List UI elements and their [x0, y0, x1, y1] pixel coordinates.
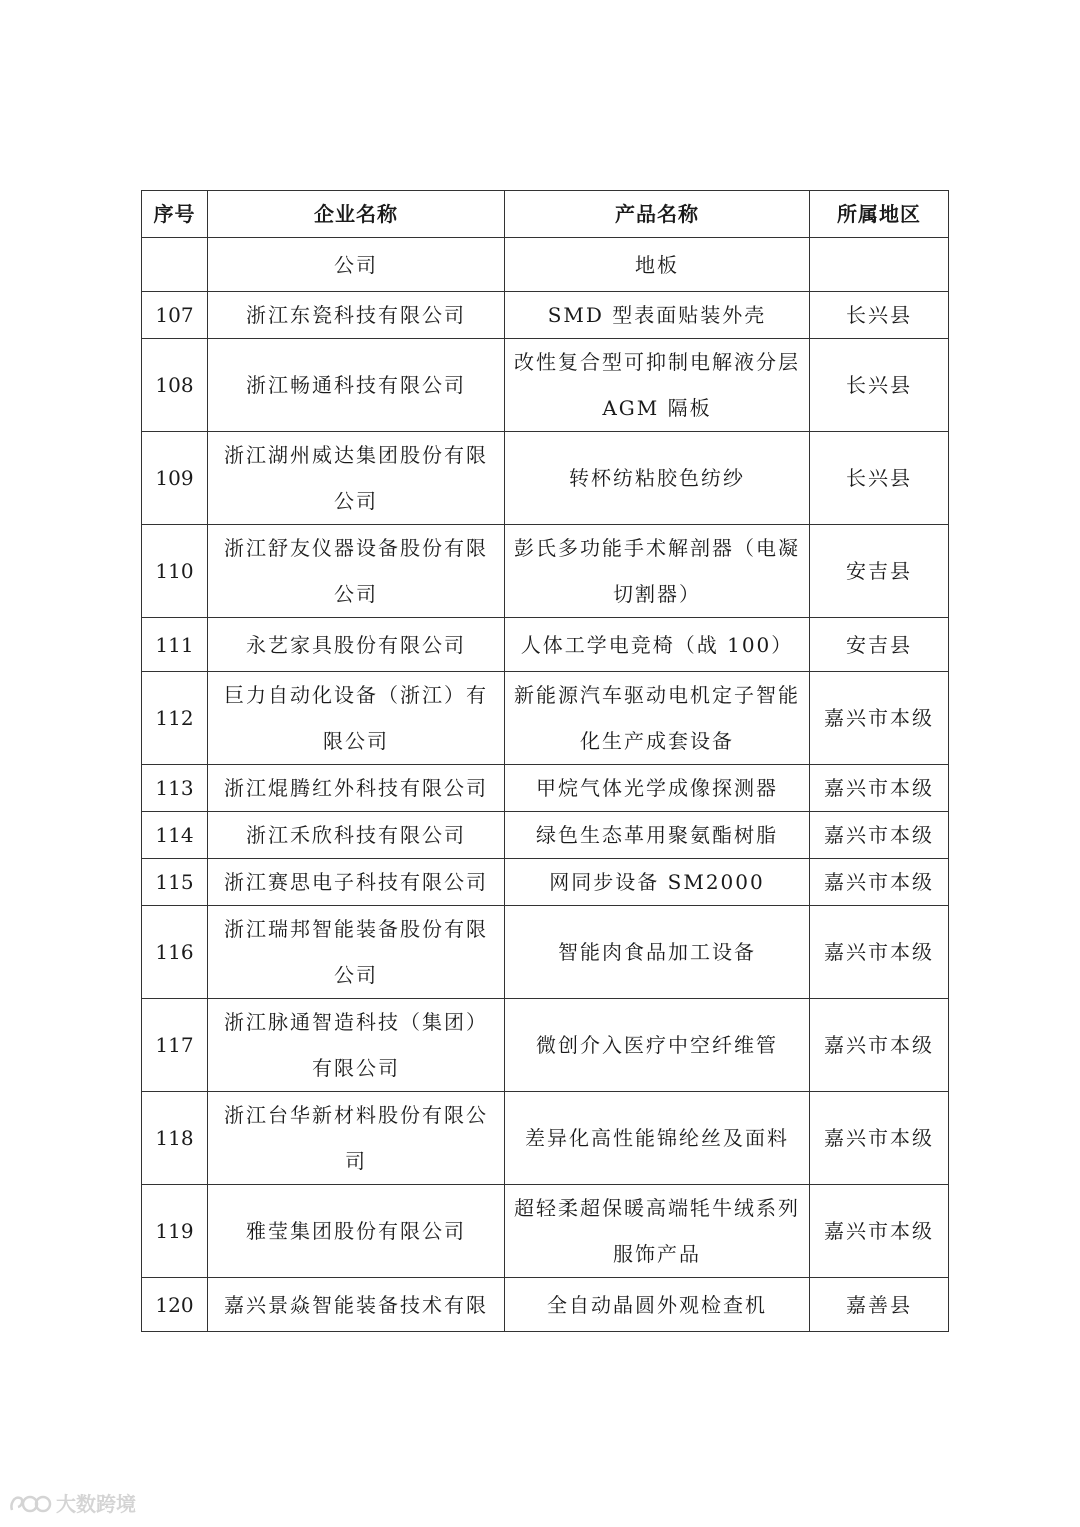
- row-seq: 111: [142, 618, 208, 672]
- table-row: [142, 1278, 949, 1332]
- row-product: 微创介入医疗中空纤维管: [505, 999, 810, 1092]
- row-product: 超轻柔超保暖高端牦牛绒系列服饰产品: [505, 1185, 810, 1278]
- table-row: [142, 238, 949, 292]
- row-product: 彭氏多功能手术解剖器（电凝切割器）: [505, 525, 810, 618]
- row-product: 绿色生态革用聚氨酯树脂: [505, 812, 810, 859]
- row-company: 浙江畅通科技有限公司: [208, 339, 505, 432]
- row-product: 人体工学电竞椅（战 100）: [505, 618, 810, 672]
- row-seq: 114: [142, 812, 208, 859]
- row-region: 嘉兴市本级: [810, 1185, 949, 1278]
- table-row: [142, 1092, 949, 1185]
- table-body: [142, 238, 949, 1332]
- row-seq: 107: [142, 292, 208, 339]
- table-row: [142, 292, 949, 339]
- row-company: 雅莹集团股份有限公司: [208, 1185, 505, 1278]
- row-region: 嘉兴市本级: [810, 859, 949, 906]
- table-row: [142, 1185, 949, 1278]
- row-region: 安吉县: [810, 525, 949, 618]
- row-seq: 116: [142, 906, 208, 999]
- table-row: [142, 618, 949, 672]
- row-seq: 120: [142, 1278, 208, 1332]
- table-row: [142, 812, 949, 859]
- row-seq: 119: [142, 1185, 208, 1278]
- row-company: 浙江湖州威达集团股份有限公司: [208, 432, 505, 525]
- row-region: 嘉兴市本级: [810, 812, 949, 859]
- enterprise-product-table: [141, 190, 949, 1332]
- row-region: 嘉兴市本级: [810, 765, 949, 812]
- row-seq: 110: [142, 525, 208, 618]
- row-company: 浙江瑞邦智能装备股份有限公司: [208, 906, 505, 999]
- row-region: 长兴县: [810, 292, 949, 339]
- watermark: [8, 1488, 136, 1517]
- header-seq: 序号: [142, 191, 208, 238]
- header-company: 企业名称: [208, 191, 505, 238]
- table-row: [142, 432, 949, 525]
- row-product: 改性复合型可抑制电解液分层AGM 隔板: [505, 339, 810, 432]
- row-region: 长兴县: [810, 339, 949, 432]
- row-region: 嘉兴市本级: [810, 672, 949, 765]
- row-region: 长兴县: [810, 432, 949, 525]
- row-seq: 109: [142, 432, 208, 525]
- row-company: 浙江脉通智造科技（集团）有限公司: [208, 999, 505, 1092]
- table-header-row: [142, 191, 949, 238]
- row-company: 永艺家具股份有限公司: [208, 618, 505, 672]
- row-company: 嘉兴景焱智能装备技术有限: [208, 1278, 505, 1332]
- row-product: 网同步设备 SM2000: [505, 859, 810, 906]
- row-company: 巨力自动化设备（浙江）有限公司: [208, 672, 505, 765]
- row-seq: [142, 238, 208, 292]
- row-seq: 108: [142, 339, 208, 432]
- header-product: 产品名称: [505, 191, 810, 238]
- row-product: 全自动晶圆外观检查机: [505, 1278, 810, 1332]
- table-row: [142, 859, 949, 906]
- row-product: SMD 型表面贴装外壳: [505, 292, 810, 339]
- row-seq: 113: [142, 765, 208, 812]
- header-region: 所属地区: [810, 191, 949, 238]
- table-row: [142, 339, 949, 432]
- table-row: [142, 525, 949, 618]
- row-company: 浙江赛思电子科技有限公司: [208, 859, 505, 906]
- row-product: 甲烷气体光学成像探测器: [505, 765, 810, 812]
- row-region: 嘉兴市本级: [810, 906, 949, 999]
- row-seq: 118: [142, 1092, 208, 1185]
- row-company: 浙江焜腾红外科技有限公司: [208, 765, 505, 812]
- row-company: 公司: [208, 238, 505, 292]
- row-seq: 115: [142, 859, 208, 906]
- row-product: 地板: [505, 238, 810, 292]
- table-row: [142, 999, 949, 1092]
- row-product: 差异化高性能锦纶丝及面料: [505, 1092, 810, 1185]
- row-seq: 117: [142, 999, 208, 1092]
- row-seq: 112: [142, 672, 208, 765]
- row-region: 安吉县: [810, 618, 949, 672]
- table-row: [142, 672, 949, 765]
- row-product: 转杯纺粘胶色纺纱: [505, 432, 810, 525]
- brand-logo-icon: [8, 1490, 52, 1516]
- row-company: 浙江台华新材料股份有限公司: [208, 1092, 505, 1185]
- watermark-text: 大数跨境: [56, 1492, 136, 1516]
- table-row: [142, 906, 949, 999]
- row-product: 新能源汽车驱动电机定子智能化生产成套设备: [505, 672, 810, 765]
- row-company: 浙江舒友仪器设备股份有限公司: [208, 525, 505, 618]
- row-company: 浙江东瓷科技有限公司: [208, 292, 505, 339]
- row-region: 嘉善县: [810, 1278, 949, 1332]
- table-row: [142, 765, 949, 812]
- row-region: [810, 238, 949, 292]
- row-region: 嘉兴市本级: [810, 999, 949, 1092]
- row-product: 智能肉食品加工设备: [505, 906, 810, 999]
- row-region: 嘉兴市本级: [810, 1092, 949, 1185]
- row-company: 浙江禾欣科技有限公司: [208, 812, 505, 859]
